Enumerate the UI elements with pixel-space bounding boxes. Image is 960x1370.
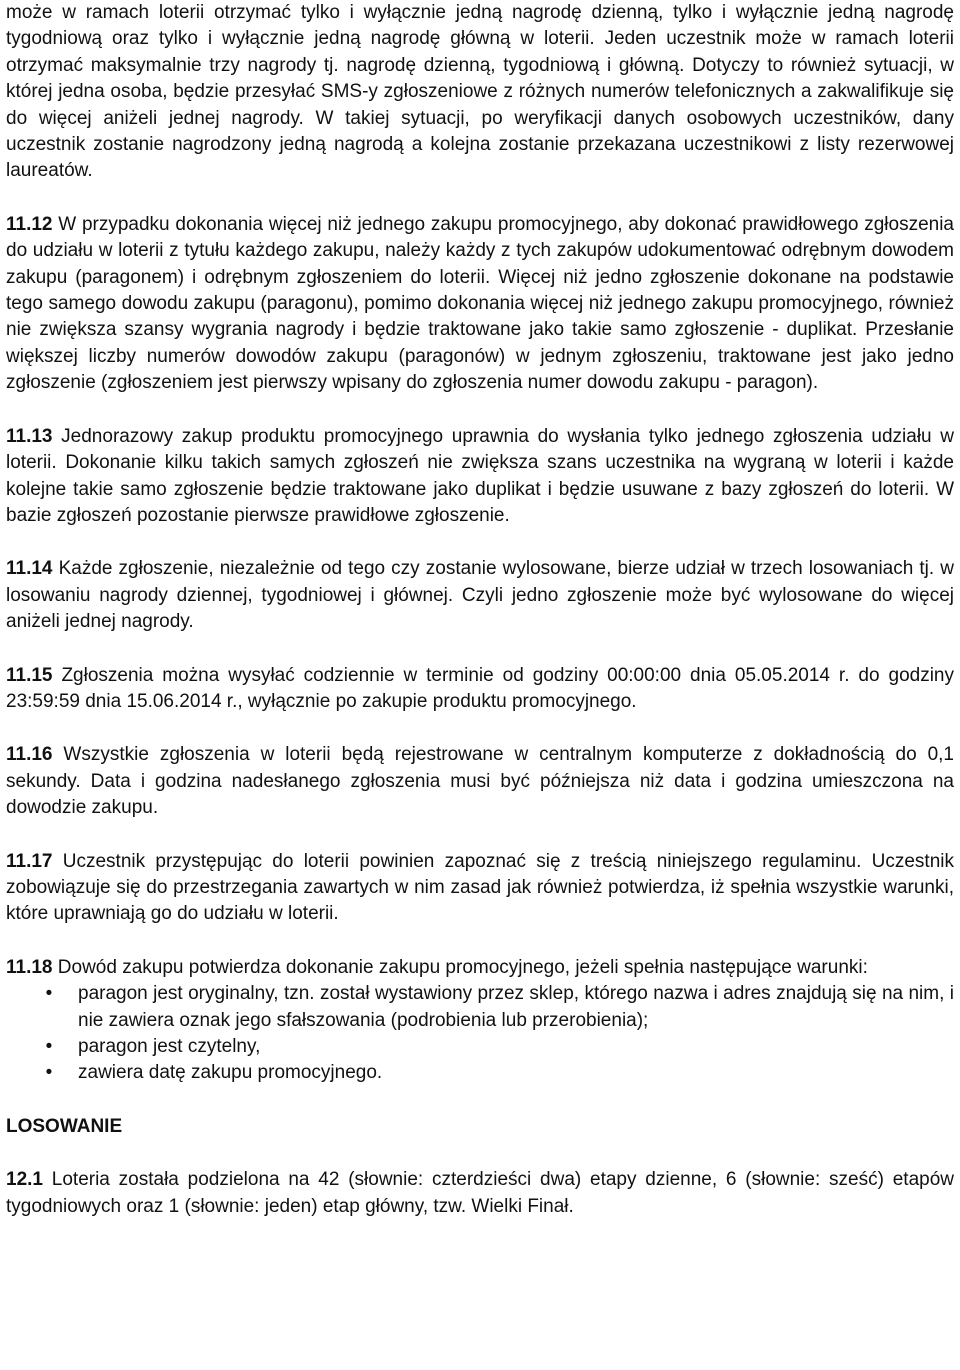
intro-paragraph: może w ramach loterii otrzymać tylko i wyłącznie jedną nagrodę dzienną, tylko i wyłącznie jedną nagrodę tygodniową oraz tylko i wyłącznie jedną nagrodę główną w loterii. Jeden uczestnik może w ramach loterii otrzymać maksymalnie trzy nagrody tj. nagrodę dzienną, tygodniową i główną. Dotyczy to również sytuacji, w której jedna osoba, będzie przesyłać SMS-y zgłoszeniowe z różnych numerów telefonicznych a zakwalifikuje się do więcej aniżeli jednej nagrody. W takiej sytuacji, po weryfikacji danych osobowych uczestników, dany uczestnik zostanie nagrodzony jedną nagrodą a kolejna zostanie przekazana uczestnikowi z listy rezerwowej laureatów. [6, 2, 954, 182]
spacer [6, 529, 954, 556]
section-text: Uczestnik przystępując do loterii powinien zapoznać się z treścią niniejszego regulaminu. Uczestnik zobowiązuje się do przestrzegania zawartych w nim zasad jak również potwierdza, iż spełnia wszystkie warunki, które uprawniają go do udziału w loterii. [6, 850, 954, 925]
conditions-list [6, 981, 954, 1087]
section-12-1 [6, 1167, 954, 1220]
section-number: 11.18 [6, 956, 53, 978]
section-number: 11.15 [6, 664, 53, 686]
bullet-icon: • [45, 1036, 53, 1057]
spacer [6, 715, 954, 742]
section-11-14 [6, 556, 954, 635]
section-number: 11.17 [6, 850, 53, 872]
spacer [6, 185, 954, 212]
section-11-13 [6, 424, 954, 530]
section-11-18 [6, 955, 954, 981]
spacer [6, 397, 954, 424]
section-text: Wszystkie zgłoszenia w loterii będą rejestrowane w centralnym komputerze z dokładnością do 0,1 sekundy. Data i godzina nadesłanego zgłoszenia musi być późniejsza niż data i godzina umieszczona na dowodzie zakupu. [6, 744, 954, 819]
spacer [6, 636, 954, 663]
section-11-12 [6, 212, 954, 397]
list-item [6, 1060, 954, 1086]
bullet-icon: • [45, 1062, 53, 1084]
section-text: Każde zgłoszenie, niezależnie od tego czy zostanie wylosowane, bierze udział w trzech losowaniach tj. w losowaniu nagrody dziennej, tygodniowej i głównej. Czyli jedno zgłoszenie może być wylosowane do więcej aniżeli jednej nagrody. [6, 558, 954, 633]
list-item [6, 981, 954, 1034]
section-text: W przypadku dokonania więcej niż jednego zakupu promocyjnego, aby dokonać prawidłowego zgłoszenia do udziału w loterii z tytułu każdego zakupu, należy każdy z tych zakupów udokumentować odrębnym dowodem zakupu (paragonem) i odrębnym zgłoszeniem do loterii. Więcej niż jedno zgłoszenie dokonane na podstawie tego samego dowodu zakupu (paragonu), pomimo dokonania więcej niż jednego zakupu promocyjnego, również nie zwiększa szansy wygrania nagrody i będzie traktowane jako takie samo zgłoszenie - duplikat. Przesłanie większej liczby numerów dowodów zakupu (paragonów) w jednym zgłoszeniu, traktowane jest jako jedno zgłoszenie (zgłoszeniem jest pierwszy wpisany do zgłoszenia numer dowodu zakupu - paragon). [6, 213, 954, 394]
section-text: Loteria została podzielona na 42 (słownie: czterdzieści dwa) etapy dzienne, 6 (słownie: sześć) etapów tygodniowych oraz 1 (słownie: jeden) etap główny, tzw. Wielki Finał. [6, 1169, 954, 1217]
spacer [6, 928, 954, 955]
spacer [6, 1087, 954, 1114]
section-text: Zgłoszenia można wysyłać codziennie w terminie od godziny 00:00:00 dnia 05.05.2014 r. do godziny 23:59:59 dnia 15.06.2014 r., wyłącznie po zakupie produktu promocyjnego. [6, 664, 954, 712]
section-number: 11.14 [6, 558, 53, 580]
list-item-text: zawiera datę zakupu promocyjnego. [78, 1062, 383, 1084]
section-number: 11.13 [6, 425, 53, 447]
list-item-text: paragon jest czytelny, [78, 1036, 261, 1057]
section-11-17 [6, 849, 954, 928]
section-number: 12.1 [6, 1169, 43, 1191]
list-item-text: paragon jest oryginalny, tzn. został wystawiony przez sklep, którego nazwa i adres znajdują się na nim, i nie zawiera oznak jego sfałszowania (podrobienia lub przerobienia); [78, 983, 954, 1031]
section-11-15 [6, 663, 954, 716]
section-11-16 [6, 742, 954, 821]
section-text: Jednorazowy zakup produktu promocyjnego uprawnia do wysłania tylko jednego zgłoszenia udziału w loterii. Dokonanie kilku takich samych zgłoszeń nie zwiększa szans uczestnika na wygraną w loterii i każde kolejne takie samo zgłoszenie będzie traktowane jako duplikat i będzie usuwane z bazy zgłoszeń do loterii. W bazie zgłoszeń pozostanie pierwsze prawidłowe zgłoszenie. [6, 425, 954, 526]
section-number: 11.12 [6, 213, 53, 235]
section-text: Dowód zakupu potwierdza dokonanie zakupu promocyjnego, jeżeli spełnia następujące warunki: [52, 956, 868, 978]
list-item [6, 1034, 954, 1060]
section-number: 11.16 [6, 744, 53, 766]
bullet-icon: • [45, 983, 53, 1005]
spacer [6, 1140, 954, 1167]
spacer [6, 822, 954, 849]
section-heading: LOSOWANIE [6, 1115, 123, 1137]
